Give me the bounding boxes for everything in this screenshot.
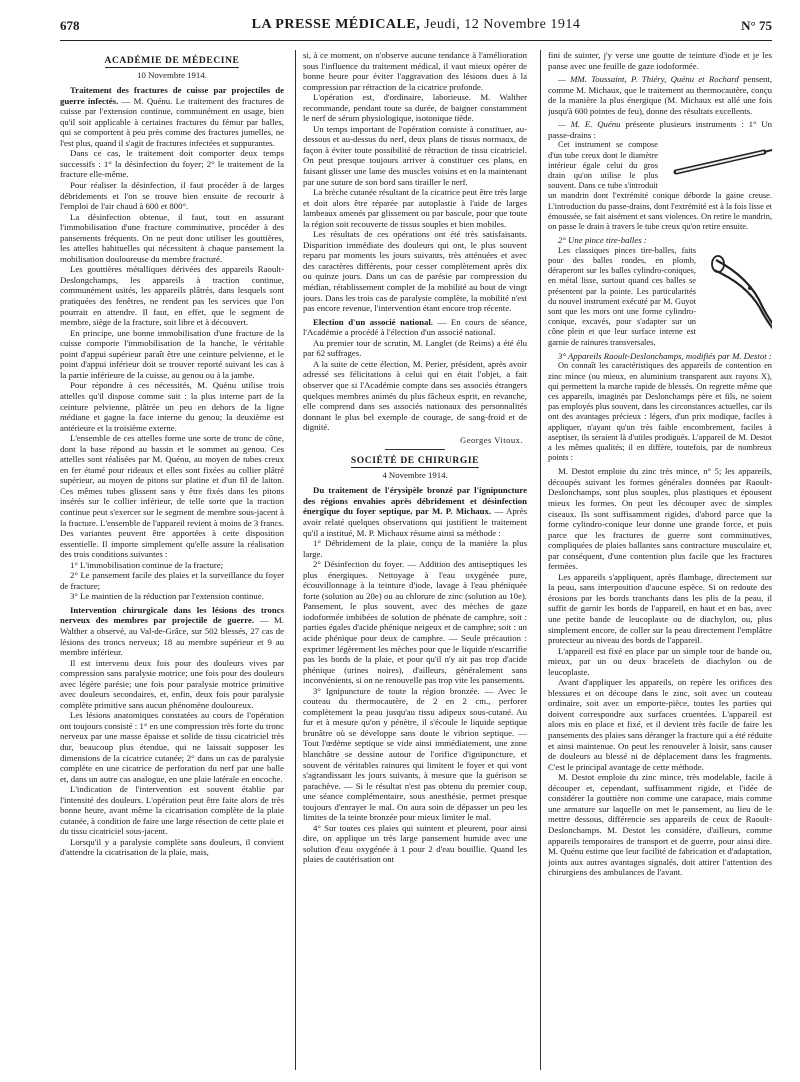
paragraph: L'opération est, d'ordinaire, laborieuse. M. Walther recommande, pendant toute sa durée, de baigner constamment le nerf de sérum physiologique, isotonique tiède.	[303, 92, 527, 124]
column-divider	[295, 50, 296, 1070]
article-paragraph: Intervention chirurgicale dans les lésions des troncs nerveux des membres par projectile de guerre. — M. Walther a observé, au Val-de-Grâce, sur 502 blessés, 27 cas de lésions des troncs nerveux; 18 au membre supérieur et 9 au membre inférieur.	[60, 604, 284, 658]
list-item: 2° Désinfection du foyer. — Addition des antiseptiques les plus énergiques. Nettoyage à l'eau oxygénée pure, écouvillonnage à la teinture d'iode, lavage à l'eau phéniquée forte (solution au 20e) ou au chlorure de zinc (solution au 10e). Pansement, le plus souvent, avec des mèches de gaze iodoformée imbibées de solution de phénate de camphre, soit : parties égales d'acide phénique neigeux et de camphre; soit : un acide phénique pour deux de camphre. — Seule précaution : exprimer légèrement les mèches pour que le liquide n'escarrifie pas les bords de la plaie, et pour qu'il n'y ait pas trop d'acide phénique (urines noires), d'ailleurs, généralement sans inconvénients, si on ne renouvelle pas trop vite les pansements.	[303, 559, 527, 686]
paragraph: M. Destot emploie du zinc très mince, n° 5; les appareils, découpés suivant les formes générales données par Raoult-Deslonchamps, sont plus souples, plus plastiques et épousent mieux les formes. On peut les découper avec de simples ciseaux. Ils sont suffisamment rigides, d'abord parce que la forme cylindro-conique leur donne une grande force, et puis parce que les fractures de guerre sont comminutives, compliquées de plaies ballantes sans contracture musculaire et, par conséquent, d'une contention plus facile que les fractures fermées.	[548, 466, 772, 572]
article-title: Traitement des fractures de cuisse par projectiles de guerre infectés.	[60, 85, 284, 106]
paragraph: Pour répondre à ces nécessités, M. Quénu utilise trois attelles qu'il dispose comme suit : la plus interne part de la ceinture pelvienne, plâtrée un peu en dehors de la ligne médiane et gagne la face interne du genou; la deuxième est antérieure et la troisième externe.	[60, 380, 284, 433]
article-paragraph: Traitement des fractures de cuisse par projectiles de guerre infectés. — M. Quénu. Le traitement des fractures de cuisse par l'extension continue, communément en usage, bien qu'il soit applicable à certaines fractures du fémur par balles, qui se comportent à peu près comme des fractures jumelles, ne l'est plus, quand il s'agit de fractures infectées et suppurantes.	[60, 85, 284, 148]
paragraph: si, à ce moment, on n'observe aucune tendance à l'amélioration sous l'influence du traitement médical, il vaut mieux opérer de bonne heure pour éviter l'aggravation des lésions dues à la compression par rétraction de la cicatrice profonde.	[303, 50, 527, 92]
paragraph: En principe, une bonne immobilisation d'une fracture de la cuisse comporte l'immobilisation de la hanche, le véritable point d'appui supérieur paraît être une ceinture pelvienne, et le point d'appui inférieur doit se trouver reporté suivant les cas à la partie inférieure de la cuisse, au genou ou à la jambe.	[60, 327, 284, 380]
tire-balles-illustration	[710, 248, 772, 334]
column-divider	[540, 50, 541, 1070]
article-paragraph: Election d'un associé national. — En cours de séance, l'Académie a procédé à l'élection d'un associé national.	[303, 316, 527, 338]
paragraph: Dans ce cas, le traitement doit comporter deux temps successifs : 1° la désinfection du foyer; 2° le traitement de la fracture elle-même.	[60, 148, 284, 180]
list-item: 1° L'immobilisation continue de la fracture;	[70, 559, 224, 570]
session-date: 4 Novembre 1914.	[382, 469, 448, 480]
paragraph: La brèche cutanée résultant de la cicatrice peut être très large et doit alors être réparée par autoplastie à l'aide de larges lambeaux amenés par glissement ou par bascule, pour que toute la région soit recouverte de tissus souples et bien mobiles.	[303, 187, 527, 229]
list-item: 4° Sur toutes ces plaies qui suintent et pleurent, pour ainsi dire, on applique un très large pansement humide avec une solution d'eau oxygénée à 1 pour 2 d'eau bouillie. Quand les plaies de cautérisation ont	[303, 822, 527, 865]
speaker-names: — MM. Toussaint, P. Thiéry, Quénu et Rochard	[558, 74, 739, 85]
paragraph: Avant d'appliquer les appareils, on repère les orifices des blessures et on découpe dans le zinc, soit avec un couteau ordinaire, soit avec un emporte-pièce, toutes les parties qui doivent correspondre aux surfaces cruentées. L'appareil est alors mis en place et fixé, et il devient très facile de faire les pansements des plaies sans déranger la fracture qui a été réduite et ainsi maintenue. On peut les renouveler à loisir, sans causer de douleurs au blessé ni de déplacement dans les fragments. C'est le principal avantage de cette méthode.	[548, 677, 772, 772]
instrument-description: Les classiques pinces tire-balles, faits pour des balles rondes, en plomb, déraperont sur les balles cylindro-coniques, en métal lisse, surtout quand ces balles se présentent par la pointe. Les particularités du nouvel instrument exécuté par M. Guyot sont que les mors ont une forme cylindro-conique, excavés, pour s'adapter sur un cône plein et que leur surface interne est garnie de rainures transversales.	[548, 246, 772, 348]
session-date: 10 Novembre 1914.	[137, 69, 207, 80]
list-item: 3° Le maintien de la réduction par l'extension continue.	[70, 591, 264, 602]
paragraph: M. Destot emploie du zinc mince, très modelable, facile à découper et, cependant, suffisamment rigide, et l'idée de considérer la gouttière non comme une carapace, mais comme une armature sur laquelle on met le pansement, au lieu de le mettre dessous, différencie ses appareils de ceux de Raoult-Deslonchamps. M. Destot les considère, d'ailleurs, comme appareils temporaires de transport et de guerre, pour ainsi dire. M. Quénu estime que leur facilité de fabrication et d'adaptation, joints aux autres avantages signalés, doit attirer l'attention des chirurgiens des ambulances de l'avant.	[548, 772, 772, 878]
section-heading: ACADÉMIE DE MÉDECINE	[104, 56, 240, 66]
instrument-title: 3° Appareils Raoult-Deslonchamps, modifiés par M. Destot :	[558, 350, 772, 361]
list-item: 1° Débridement de la plaie, conçu de la manière la plus large.	[303, 538, 527, 559]
column-2	[303, 50, 527, 1070]
tire-balles-figure	[700, 248, 772, 334]
paragraph: Lorsqu'il y a paralysie complète sans douleurs, il convient d'attendre la cicatrisation de la plaie, mais,	[60, 836, 284, 858]
paragraph: Un temps important de l'opération consiste à constituer, au-dessous et au-dessus du nerf, deux plans de tissus normaux, de façon à éviter toute possibilité de rétraction de tissu cicatriciel. On peut presque toujours arriver à constituer ces plans, en faisant glisser une lame des muscles voisins et en la maintenant par une suture de son bord sans tirailler le nerf.	[303, 123, 527, 187]
paragraph: L'appareil est fixé en place par un simple tour de bande ou, mieux, par un ou deux bracelets de diachylon ou de leucoplaste.	[548, 645, 772, 677]
column-3	[548, 50, 772, 1070]
section-heading: SOCIÉTÉ DE CHIRURGIE	[350, 456, 480, 467]
author-signature: Georges Vitoux.	[460, 434, 523, 445]
article-title: Du traitement de l'érysipèle bronzé par l'ignipuncture des régions envahies après débridement et désinfection énergique du foyer septique, par M. P. Michaux.	[303, 485, 527, 517]
passe-drains-figure	[662, 142, 772, 184]
page-number: 678	[60, 18, 80, 33]
speaker-name: — M. E. Quénu	[558, 119, 621, 130]
header-rule	[60, 40, 772, 41]
article-title: Election d'un associé national.	[313, 316, 433, 327]
paragraph: Les gouttières métalliques dérivées des appareils Raoult-Deslongchamps, les appareils à traction continue, communément usités, les appareils plâtrés, dans lesquels sont pratiquées des fenêtres, ne rendent pas les services que l'on pourrait en attendre. Il faut, en effet, que le segment de membre, siège de la fracture, soit libre et à découvert.	[60, 264, 284, 328]
list-item: 2° Le pansement facile des plaies et la surveillance du foyer de fracture;	[60, 570, 284, 591]
journal-name: LA PRESSE MÉDICALE,	[251, 17, 421, 32]
paragraph: — M. E. Quénu présente plusieurs instruments : 1° Un passe-drains :	[548, 119, 772, 140]
issue-number: N° 75	[741, 18, 772, 33]
paragraph: Pour réaliser la désinfection, il faut procéder à de larges débridements et l'on se trouve bien ensuite de recourir à l'emploi de l'air chaud à 600 et 800°.	[60, 180, 284, 212]
paragraph: La désinfection obtenue, il faut, tout en assurant l'immobilisation d'une fracture comminutive, procéder à des pansements fréquents. On ne peut donc utiliser les gouttières, les attelles habituelles qui nécessitent à chaque pansement la mobilisation douloureuse du membre fracturé.	[60, 211, 284, 264]
issue-date: Jeudi, 12 Novembre 1914	[424, 17, 581, 32]
article-paragraph: Du traitement de l'érysipèle bronzé par l'ignipuncture des régions envahies après débridement et désinfection énergique du foyer septique, par M. P. Michaux. — Après avoir relaté quelques observations qui justifient le traitement qu'il a institué, M. P. Michaux résume ainsi sa méthode :	[303, 485, 527, 538]
running-title	[60, 17, 772, 33]
paragraph: L'ensemble de ces attelles forme une sorte de tronc de cône, dont la base répond au bassin et le sommet au genou. Ces attelles sont réalisées par M. Quénu, au moyen de tubes creux en fer étamé pour rideaux et elles sont fixées au collier plâtré supérieur, au moyen de pitons sur platine et d'un fil de laiton. Ces mêmes tubes glissent sans y être fixés dans les pitons insérés sur le collier inférieur, de telle sorte que la traction continue peut s'exercer sur le segment de membre sous-jacent à la fracture. L'ensemble de l'appareil revient à moins de 3 francs. Des variantes peuvent être apportées à cette disposition essentielle. Il importe simplement qu'elle assure la réalisation des trois conditions suivantes :	[60, 433, 284, 560]
list-item: 3° Ignipuncture de toute la région bronzée. — Avec le couteau du thermocautère, de 2 en 2 cm., perforer complètement la peau jusqu'au tissu adipeux sous-cutané. Au fur et à mesure qu'on y pénètre, il s'écoule le liquide septique brunâtre où se développe sans doute le vibrion septique. — Tout l'œdème septique se vide ainsi immédiatement, une zone blanchâtre se dessine autour de l'orifice d'ignipuncture, et souvent de véritables rainures qui limitent le foyer et qui vont s'agrandissant les jours suivants, à mesure que la guérison se parachève. — Si le résultat n'est pas obtenu du premier coup, une séance complémentaire, sous anesthésie, permet presque toujours d'enrayer le mal. On aura soin de dépasser un peu les limites de la teinte bronzée pour mieux limiter le mal.	[303, 685, 527, 823]
paragraph: L'indication de l'intervention est souvent établie par l'intensité des douleurs. L'opération peut être faite alors de très bonne heure, avant même la cicatrisation complète de la plaie cutanée, à condition de faire une large résection de cette plaie et du tissu cicatriciel sous-jacent.	[60, 784, 284, 837]
section-divider	[385, 449, 445, 450]
paragraph: — MM. Toussaint, P. Thiéry, Quénu et Rochard pensent, comme M. Michaux, que le traitement au thermocautère, conçu de la manière la plus énergique (M. Michaux est allé une fois jusqu'à 600 pointes de feu), donne des résultats excellents.	[548, 74, 772, 116]
instrument-description: Cet instrument se compose d'un tube creux dont le diamètre intérieur égale celui du gros drain qu'on utilise le plus souvent. Dans ce tube s'introduit un mandrin dont l'extrémité conique déborde la gaine creuse. L'introduction du passe-drains, dont l'extrémité est à la fois lisse et émoussée, se fait aisément et sans violences. On retire le mandrin, on passe le drain à travers le tube creux qu'on retire ensuite.	[548, 140, 772, 232]
paragraph: Les appareils s'appliquent, après flambage, directement sur la peau, sans interposition d'aucune espèce. Si on redoute des érosions par les bords tranchants dans les plis de la peau, il suffit de garnir les bords de l'appareil, en haut et en bas, avec une petite bande de leucoplaste ou de diachylon, ou, plus simplement encore, de coller sur la peau directement l'emplâtre protecteur au niveau des bords de l'appareil.	[548, 571, 772, 646]
paragraph: fini de suinter, j'y verse une goutte de teinture d'iode et je les panse avec une feuille de gaze iodoformée.	[548, 50, 772, 71]
page-header	[60, 16, 772, 38]
paragraph: Les résultats de ces opérations ont été très satisfaisants. Disparition immédiate des douleurs qui ont, le plus souvent reparu par moments les jours suivants, très atténuées et avec des caractères différents, pour cesser complètement après dix ou quinze jours. Dans un cas de parésie par compression du médian, rétablissement complet de la mobilité au bout de vingt jours. Dans les trois cas de paralysie complète, la mobilité n'est pas encore revenue, l'intervention étant encore trop récente.	[303, 229, 527, 314]
instrument-title: 2° Une pince tire-balles :	[558, 235, 647, 246]
paragraph: Il est intervenu deux fois pour des douleurs vives par compression sans paralysie motrice; une fois pour des douleurs avec légère parésie; une fois pour paralysie motrice primitive avec douleurs secondaires, et, enfin, deux fois pour paralysie complète primitive sans aucun phénomène douloureux.	[60, 657, 284, 710]
column-1	[60, 50, 284, 1070]
paragraph: A la suite de cette élection, M. Perier, président, après avoir adressé ses félicitations à celui qui en était l'objet, a fait observer que si l'Académie compte dans ses associés étrangers quelques membres animés du plus fâcheux esprit, en revanche, elle comprend dans ses associés nationaux des personnalités donnant le plus bel exemple de courage, de sang-froid et de dignité.	[303, 358, 527, 433]
paragraph: Au premier tour de scrutin, M. Langlet (de Reims) a été élu par 62 suffrages.	[303, 337, 527, 359]
article-title: Intervention chirurgicale dans les lésions des troncs nerveux des membres par projectile de guerre.	[60, 604, 284, 626]
passe-drains-illustration	[672, 142, 772, 184]
paragraph: Les lésions anatomiques constatées au cours de l'opération ont toujours consisté : 1° en une compression très forte du tronc nerveux par une masse épaisse et solide de tissu cicatriciel très dur, beaucoup plus étendue, qui ne laissait supposer les dimensions de la cicatrice cutanée; 2° dans un cas de paralysie complète en une cicatrice de perforation du nerf par une balle et, dans un autre cas analogue, en une plaie latérale en encoche.	[60, 710, 284, 784]
paragraph: On connaît les caractéristiques des appareils de contention en zinc mince (ou mieux, en aluminium transparent aux rayons X), qui permettent la marche rapide de blessés. On regrette même que ces appareils, imaginés par Deslonchamps père et fils, ne soient pas employés plus souvent, dans les circonstances actuelles, car ils ont des avantages précieux : légers, d'un prix modique, faciles à appliquer, n'ayant qu'un très faible encombrement, faciles à aseptiser, ils seraient là d'utiles prodigués. L'appareil de M. Destot a les mêmes qualités; il en diffère, toutefois, par de nombreux points :	[548, 361, 772, 463]
